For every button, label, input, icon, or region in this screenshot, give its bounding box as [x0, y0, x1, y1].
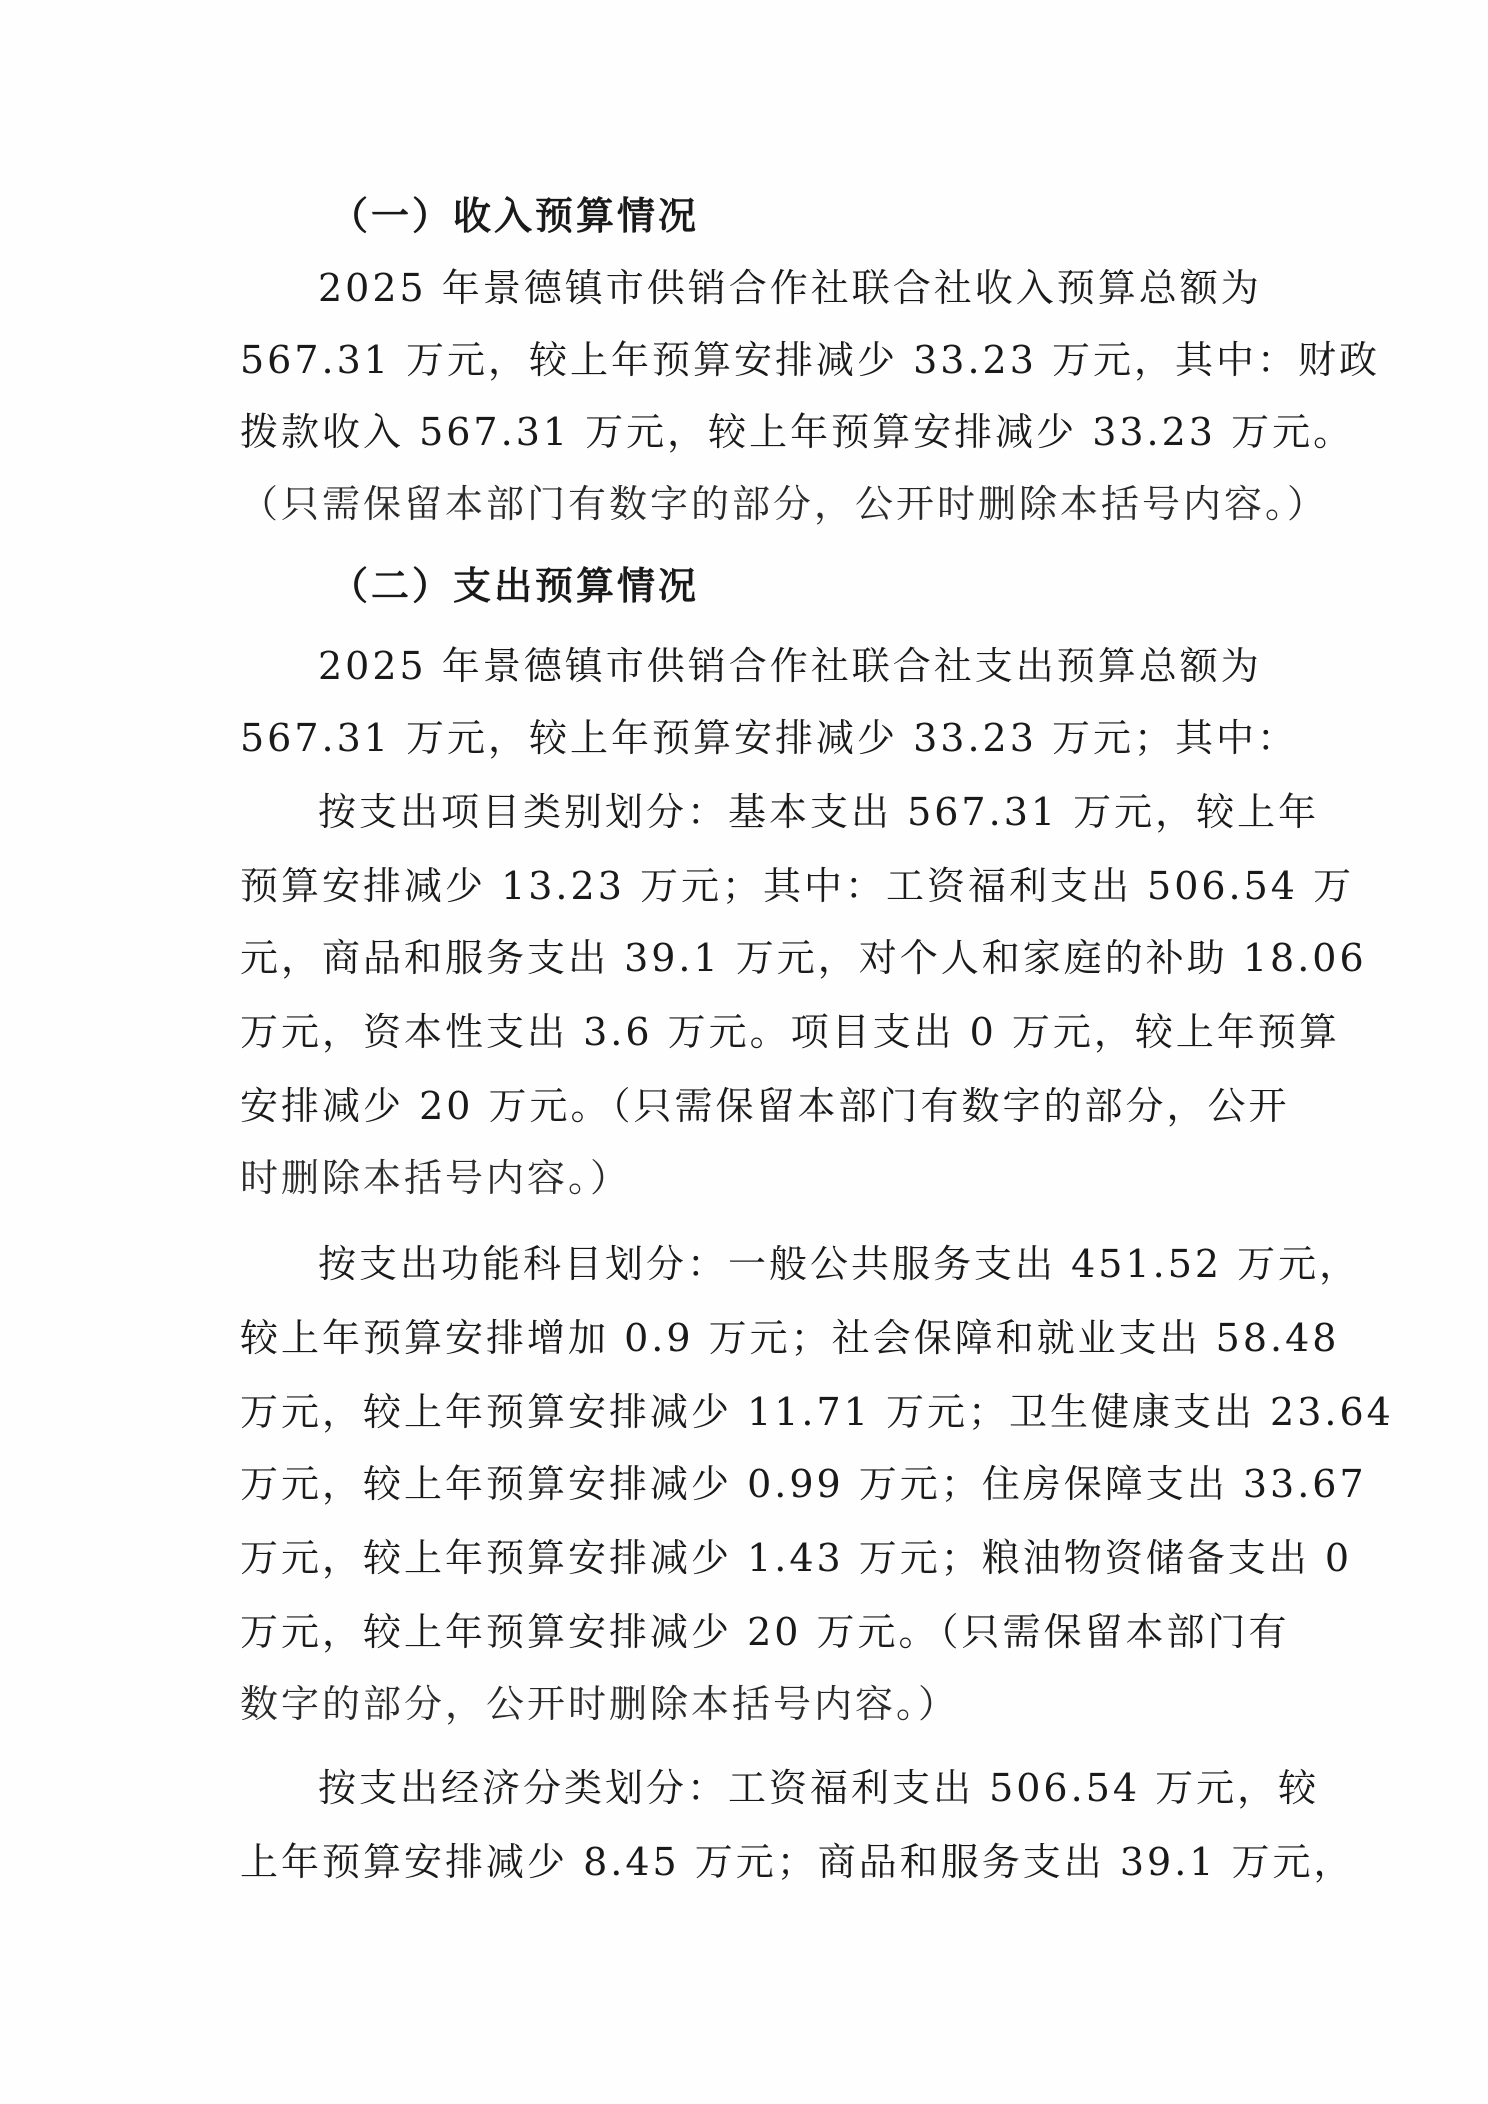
paragraph-line: 按支出功能科目划分：一般公共服务支出 451.52 万元，	[318, 1242, 1361, 1286]
paragraph-note: 数字的部分，公开时删除本括号内容。）	[240, 1682, 960, 1726]
paragraph-line: 万元，较上年预算安排减少 20 万元。（只需保留本部门有	[240, 1610, 1290, 1654]
paragraph-line: 较上年预算安排增加 0.9 万元；社会保障和就业支出 58.48	[240, 1316, 1340, 1360]
paragraph-line: 预算安排减少 13.23 万元；其中：工资福利支出 506.54 万	[240, 864, 1355, 908]
paragraph-line: 万元，资本性支出 3.6 万元。项目支出 0 万元，较上年预算	[240, 1010, 1340, 1054]
paragraph-line: 安排减少 20 万元。（只需保留本部门有数字的部分，公开	[240, 1084, 1290, 1128]
section1-heading: （一）收入预算情况	[330, 193, 700, 238]
paragraph-line: 按支出经济分类划分：工资福利支出 506.54 万元，较	[318, 1766, 1320, 1810]
paragraph-line: 2025 年景德镇市供销合作社联合社支出预算总额为	[318, 644, 1262, 688]
paragraph-line: 万元，较上年预算安排减少 1.43 万元；粮油物资储备支出 0	[240, 1536, 1353, 1580]
section2-heading: （二）支出预算情况	[330, 563, 700, 608]
paragraph-line: 567.31 万元，较上年预算安排减少 33.23 万元，其中：财政	[240, 338, 1380, 382]
paragraph-line: 2025 年景德镇市供销合作社联合社收入预算总额为	[318, 266, 1262, 310]
paragraph-line: 拨款收入 567.31 万元，较上年预算安排减少 33.23 万元。	[240, 410, 1355, 454]
paragraph-line: 按支出项目类别划分：基本支出 567.31 万元，较上年	[318, 790, 1320, 834]
paragraph-line: 万元，较上年预算安排减少 0.99 万元；住房保障支出 33.67	[240, 1462, 1367, 1506]
paragraph-line: 567.31 万元，较上年预算安排减少 33.23 万元；其中：	[240, 716, 1298, 760]
paragraph-line: 万元，较上年预算安排减少 11.71 万元；卫生健康支出 23.64	[240, 1390, 1394, 1434]
paragraph-note: （只需保留本部门有数字的部分，公开时删除本括号内容。）	[240, 482, 1329, 526]
paragraph-line: 元，商品和服务支出 39.1 万元，对个人和家庭的补助 18.06	[240, 936, 1367, 980]
paragraph-note: 时删除本括号内容。）	[240, 1156, 632, 1200]
paragraph-line: 上年预算安排减少 8.45 万元；商品和服务支出 39.1 万元，	[240, 1840, 1355, 1884]
